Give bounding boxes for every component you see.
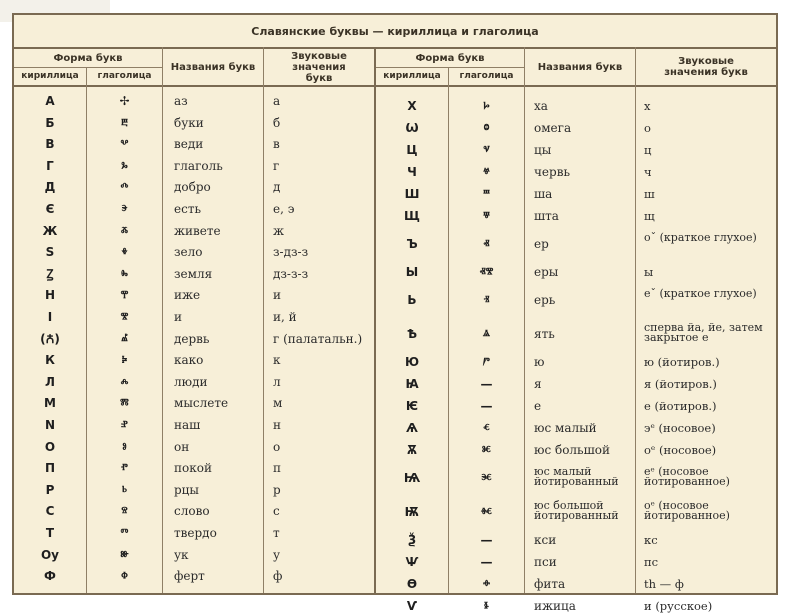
letter-sound: и (русское): [644, 599, 713, 613]
letter-sound: о: [273, 440, 281, 454]
cyrillic-letter: Ѩ: [403, 471, 421, 485]
letter-sound: в: [273, 137, 280, 151]
letter-name: иже: [174, 288, 201, 302]
letter-name: ять: [534, 327, 555, 341]
cyrillic-letter: Ъ: [406, 237, 418, 251]
letter-sound: е, э: [273, 202, 295, 216]
letter-name: червь: [534, 165, 571, 179]
letter-name: я: [534, 377, 542, 391]
letter-sound: ц: [644, 143, 652, 157]
letter-name: ук: [174, 548, 189, 562]
glagolitic-letter: ⱁ: [122, 440, 127, 454]
glagolitic-letter: ⰾ: [120, 375, 129, 389]
glagolitic-letter: ⰹ: [120, 288, 129, 302]
letter-sound: г (палатальн.): [273, 332, 363, 346]
glagolitic-letter: ⱑ: [483, 327, 490, 341]
cyrillic-letter: Ж: [42, 224, 58, 238]
cyrillic-letter: Ѫ: [406, 443, 418, 457]
letter-sound: а: [273, 94, 281, 108]
letter-name: покой: [174, 461, 212, 475]
glagolitic-letter: ⰲ: [120, 137, 129, 151]
letter-sound: у: [273, 548, 281, 562]
glagolitic-letter: ⱌ: [483, 143, 490, 157]
letter-sound: th — ф: [644, 577, 684, 591]
divider: [162, 47, 163, 593]
letter-name: омега: [534, 121, 572, 135]
cyrillic-letter: Ы: [405, 265, 419, 279]
letter-name: земля: [174, 267, 213, 281]
header-glagolitic-right: глаголица: [459, 70, 514, 81]
letter-sound: кс: [644, 533, 658, 547]
glagolitic-letter: ⰱ: [121, 116, 128, 130]
letter-name: зело: [174, 245, 203, 259]
letter-sound: р: [273, 483, 281, 497]
letter-name: твердо: [174, 526, 217, 540]
letter-name: мыслете: [174, 396, 229, 410]
glagolitic-letter: —: [480, 555, 493, 569]
glagolitic-letter: ⰽ: [121, 353, 128, 367]
letter-sound: п: [273, 461, 281, 475]
cyrillic-letter: А: [45, 94, 55, 108]
letter-sound: дз-з-з: [273, 267, 309, 281]
letter-name: ижица: [534, 599, 576, 613]
divider: [524, 47, 525, 593]
letter-name: глаголь: [174, 159, 223, 173]
cyrillic-letter: Ю: [404, 355, 420, 369]
letter-name: ша: [534, 187, 553, 201]
letter-sound: оˇ (краткое глухое): [644, 231, 757, 244]
cyrillic-letter: Є: [45, 202, 55, 216]
letter-name: е: [534, 399, 542, 413]
letter-name: юс большой йотированный: [534, 499, 619, 522]
letter-sound: ю (йотиров.): [644, 355, 720, 369]
cyrillic-letter: Ѡ: [405, 121, 419, 135]
letter-sound: н: [273, 418, 281, 432]
glagolitic-letter: ⰳ: [121, 159, 128, 173]
cyrillic-letter: М: [44, 396, 56, 410]
letter-name: цы: [534, 143, 552, 157]
letter-sound: еˇ (краткое глухое): [644, 287, 757, 300]
letter-sound: с: [273, 504, 280, 518]
cyrillic-letter: N: [44, 418, 56, 432]
letter-sound: д: [273, 180, 281, 194]
cyrillic-letter: Б: [45, 116, 55, 130]
glagolitic-letter: ⰸ: [121, 267, 128, 281]
letter-sound: з-дз-з: [273, 245, 309, 259]
letter-sound: и: [273, 288, 281, 302]
glagolitic-letter: ⱓ: [483, 355, 490, 369]
letter-name: юс малый йотированный: [534, 465, 619, 488]
cyrillic-letter: Ѣ: [406, 327, 418, 341]
letter-sound: о: [644, 121, 651, 135]
glagolitic-letter: ⰵ: [121, 202, 128, 216]
glagolitic-letter: ⱏⰺ: [479, 265, 494, 279]
cyrillic-letter: Ф: [44, 569, 56, 583]
divider: [635, 47, 636, 593]
cyrillic-letter: Ѵ: [406, 599, 418, 613]
letter-sound: х: [644, 99, 651, 113]
letter-name: слово: [174, 504, 210, 518]
glagolitic-letter: ⱈ: [483, 99, 490, 113]
divider: [376, 67, 524, 68]
letter-name: ю: [534, 355, 545, 369]
letter-name: юс малый: [534, 421, 597, 435]
cyrillic-letter: Ѳ: [406, 577, 418, 591]
letter-sound: ч: [644, 165, 652, 179]
glagolitic-letter: —: [480, 377, 493, 391]
cyrillic-letter: Ꙁ: [46, 267, 54, 281]
cyrillic-letter: Г: [46, 159, 54, 173]
glagolitic-letter: ⱆ: [120, 548, 129, 562]
header-cyrillic-right: кириллица: [383, 70, 441, 81]
letter-name: дервь: [174, 332, 210, 346]
letter-sound: м: [273, 396, 283, 410]
header-form-left: Форма букв: [53, 52, 123, 64]
letter-sound: я (йотиров.): [644, 377, 717, 391]
letter-name: живете: [174, 224, 221, 238]
letter-sound: ш: [644, 187, 655, 201]
header-sound-left: Звуковые значения букв: [291, 50, 347, 84]
header-name-left: Названия букв: [170, 61, 256, 73]
letter-name: юс большой: [534, 443, 610, 457]
letter-name: добро: [174, 180, 211, 194]
glagolitic-letter: ⱐ: [483, 293, 490, 307]
letter-name: пси: [534, 555, 557, 569]
header-form-right: Форма букв: [415, 52, 485, 64]
cyrillic-letter: П: [44, 461, 56, 475]
letter-name: веди: [174, 137, 204, 151]
glagolitic-letter: ⱏ: [483, 237, 490, 251]
glagolitic-letter: ⰴ: [120, 180, 129, 194]
glagolitic-letter: ⱍ: [483, 165, 490, 179]
letter-sound: к: [273, 353, 281, 367]
letter-sound: эᵉ (носовое): [644, 421, 716, 435]
letter-sound: г: [273, 159, 280, 173]
cyrillic-letter: В: [45, 137, 55, 151]
glagolitic-letter: ⱘ: [482, 443, 491, 457]
letter-name: фита: [534, 577, 566, 591]
glagolitic-letter: ⱋ: [483, 209, 490, 223]
glagolitic-letter: ⰷ: [121, 245, 128, 259]
cyrillic-letter: Ш: [404, 187, 420, 201]
glagolitic-letter: ⱗ: [481, 471, 492, 485]
cyrillic-letter: Р: [45, 483, 55, 497]
glagolitic-letter: ⱙ: [480, 505, 493, 519]
glagolitic-letter: ⱎ: [483, 187, 490, 201]
letter-name: и: [174, 310, 182, 324]
cyrillic-letter: Щ: [404, 209, 420, 223]
letter-sound: е (йотиров.): [644, 399, 717, 413]
letter-sound: ы: [644, 265, 654, 279]
cyrillic-letter: Х: [407, 99, 417, 113]
cyrillic-letter: Ѧ: [406, 421, 418, 435]
cyrillic-letter: Н: [44, 288, 56, 302]
letter-sound: л: [273, 375, 281, 389]
glagolitic-letter: ⱇ: [121, 569, 128, 583]
letter-sound: ж: [273, 224, 285, 238]
glagolitic-letter: ⱛ: [484, 599, 489, 613]
cyrillic-letter: Ч: [407, 165, 417, 179]
glagolitic-letter: ⰿ: [120, 396, 129, 410]
cyrillic-letter: Ѭ: [404, 505, 420, 519]
cyrillic-letter: Ь: [407, 293, 417, 307]
alphabet-table: [12, 13, 778, 613]
letter-sound: и, й: [273, 310, 297, 324]
letter-name: еры: [534, 265, 559, 279]
table-title: Славянские буквы — кириллица и глаголица: [14, 15, 776, 49]
letter-name: есть: [174, 202, 201, 216]
glagolitic-letter: ✢: [119, 94, 130, 108]
cyrillic-letter: Л: [45, 375, 55, 389]
letter-sound: оᵉ (носовое йотированное): [644, 499, 730, 522]
glagolitic-letter: ⱅ: [120, 526, 129, 540]
glagolitic-letter: ⱀ: [121, 418, 128, 432]
letter-name: ер: [534, 237, 549, 251]
cyrillic-letter: (Ꙉ): [40, 332, 60, 346]
letter-name: буки: [174, 116, 204, 130]
cyrillic-letter: Д: [44, 180, 56, 194]
glagolitic-letter: ⱚ: [483, 577, 490, 591]
letter-name: како: [174, 353, 204, 367]
glagolitic-letter: ⰼ: [121, 332, 128, 346]
divider: [263, 47, 264, 593]
cyrillic-letter: Оу: [40, 548, 60, 562]
header-name-right: Названия букв: [537, 61, 623, 73]
cyrillic-letter: Ѱ: [405, 555, 419, 569]
letter-name: кси: [534, 533, 557, 547]
letter-name: наш: [174, 418, 201, 432]
letter-name: он: [174, 440, 190, 454]
letter-sound: т: [273, 526, 280, 540]
header-cyrillic-left: кириллица: [21, 70, 79, 81]
header-sound-right: Звуковые значения букв: [664, 56, 748, 78]
cyrillic-letter: Ѥ: [405, 399, 419, 413]
divider: [14, 67, 162, 68]
cyrillic-letter: С: [45, 504, 55, 518]
cyrillic-letter: Ѕ: [45, 245, 55, 259]
letter-sound: оᵉ (носовое): [644, 443, 717, 457]
letter-name: шта: [534, 209, 559, 223]
glagolitic-letter: ⱂ: [121, 461, 128, 475]
letter-name: рцы: [174, 483, 199, 497]
letter-sound: ф: [273, 569, 283, 583]
letter-name: ерь: [534, 293, 556, 307]
glagolitic-letter: ⱉ: [483, 121, 490, 135]
cyrillic-letter: О: [44, 440, 56, 454]
cyrillic-letter: Т: [45, 526, 55, 540]
cyrillic-letter: Ц: [406, 143, 418, 157]
header-glagolitic-left: глаголица: [97, 70, 152, 81]
letter-sound: еᵉ (носовое йотированное): [644, 465, 730, 488]
letter-sound: пс: [644, 555, 659, 569]
cyrillic-letter: І: [47, 310, 53, 324]
glagolitic-letter: —: [480, 399, 493, 413]
cyrillic-letter: Ꙗ: [405, 377, 419, 391]
glagolitic-letter: —: [480, 533, 493, 547]
letter-sound: сперва йа, йе, затем закрытое е: [644, 321, 763, 344]
letter-name: ферт: [174, 569, 205, 583]
glagolitic-letter: ⰶ: [121, 224, 128, 238]
glagolitic-letter: ⱔ: [483, 421, 490, 435]
header-divider: [14, 85, 776, 87]
glagolitic-letter: ⰺ: [120, 310, 129, 324]
letter-sound: щ: [644, 209, 655, 223]
letter-name: люди: [174, 375, 208, 389]
glagolitic-letter: ⱃ: [122, 483, 127, 497]
letter-sound: б: [273, 116, 281, 130]
glagolitic-letter: ⱄ: [121, 504, 128, 518]
letter-name: ха: [534, 99, 548, 113]
cyrillic-letter: Ѯ: [407, 533, 417, 547]
letter-name: аз: [174, 94, 188, 108]
cyrillic-letter: К: [45, 353, 55, 367]
